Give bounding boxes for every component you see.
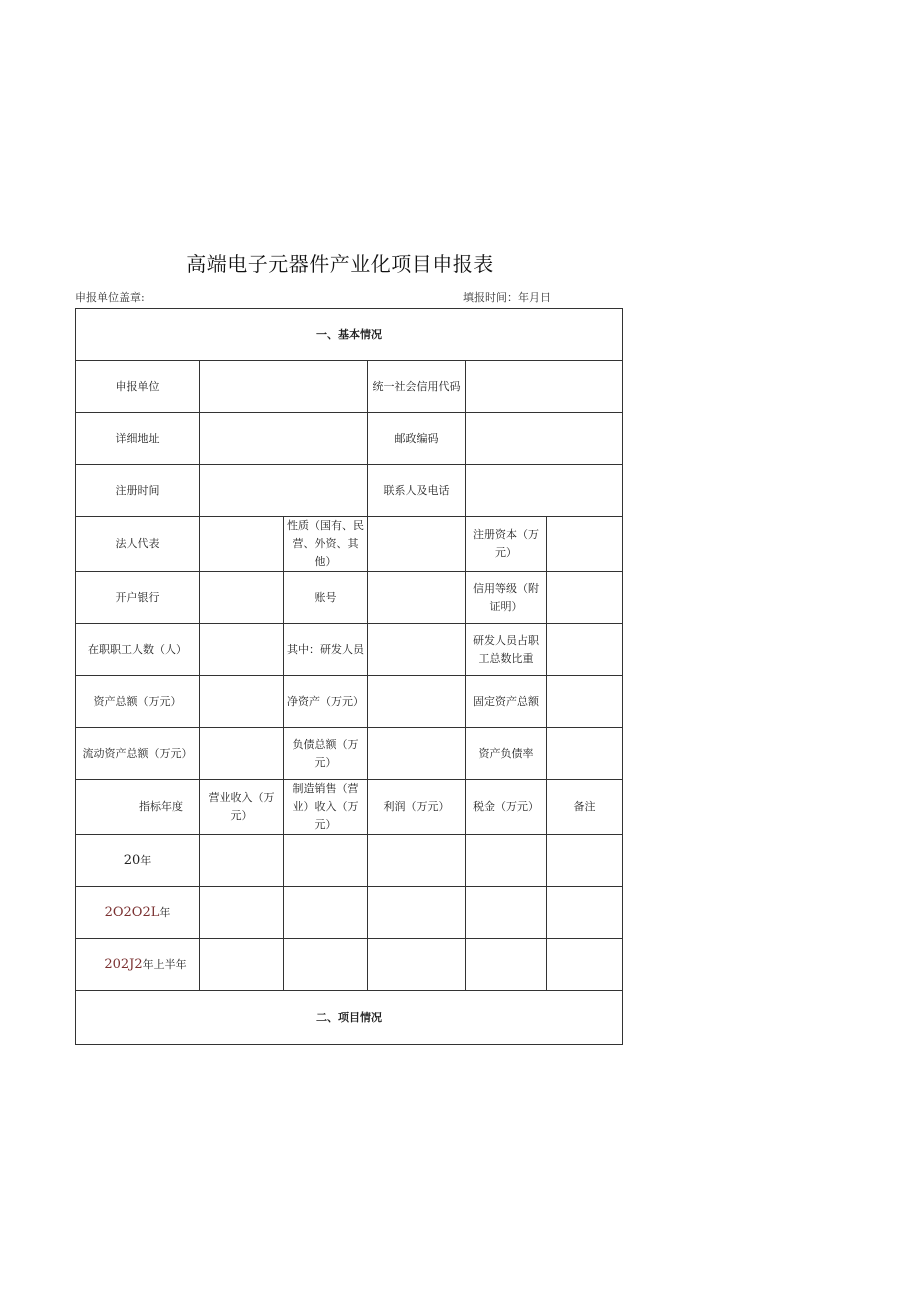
input-rd-ratio[interactable] bbox=[547, 624, 623, 676]
input-cell[interactable] bbox=[466, 887, 547, 939]
input-cell[interactable] bbox=[200, 939, 284, 991]
input-applicant-unit[interactable] bbox=[200, 361, 368, 413]
label-address: 详细地址 bbox=[76, 413, 200, 465]
input-current-assets[interactable] bbox=[200, 728, 284, 780]
year-label: 202J2年上半年 bbox=[76, 939, 200, 991]
label-registration-time: 注册时间 bbox=[76, 465, 200, 517]
input-debt-ratio[interactable] bbox=[547, 728, 623, 780]
input-cell[interactable] bbox=[284, 887, 368, 939]
section-basic-info: 一、基本情况 bbox=[76, 309, 623, 361]
input-address[interactable] bbox=[200, 413, 368, 465]
input-net-assets[interactable] bbox=[368, 676, 466, 728]
input-credit-code[interactable] bbox=[466, 361, 623, 413]
input-total-liabilities[interactable] bbox=[368, 728, 466, 780]
input-cell[interactable] bbox=[547, 835, 623, 887]
input-postal-code[interactable] bbox=[466, 413, 623, 465]
label-rd-ratio: 研发人员占职工总数比重 bbox=[466, 624, 547, 676]
input-cell[interactable] bbox=[368, 887, 466, 939]
header-operating-revenue: 营业收入（万元） bbox=[200, 780, 284, 835]
input-cell[interactable] bbox=[200, 887, 284, 939]
year-label: 2O2O2L年 bbox=[76, 887, 200, 939]
label-contact-phone: 联系人及电话 bbox=[368, 465, 466, 517]
label-current-assets: 流动资产总额（万元） bbox=[76, 728, 200, 780]
input-bank[interactable] bbox=[200, 572, 284, 624]
label-total-liabilities: 负债总额（万元） bbox=[284, 728, 368, 780]
section-project-info: 二、项目情况 bbox=[76, 991, 623, 1045]
label-net-assets: 净资产（万元） bbox=[284, 676, 368, 728]
header-remarks: 备注 bbox=[547, 780, 623, 835]
label-legal-rep: 法人代表 bbox=[76, 517, 200, 572]
application-form-table bbox=[75, 308, 623, 1045]
input-registered-capital[interactable] bbox=[547, 517, 623, 572]
table-row bbox=[76, 939, 623, 991]
label-credit-rating: 信用等级（附证明） bbox=[466, 572, 547, 624]
label-fixed-assets: 固定资产总额 bbox=[466, 676, 547, 728]
input-cell[interactable] bbox=[368, 939, 466, 991]
input-rd-staff[interactable] bbox=[368, 624, 466, 676]
input-cell[interactable] bbox=[547, 887, 623, 939]
label-account: 账号 bbox=[284, 572, 368, 624]
label-debt-ratio: 资产负债率 bbox=[466, 728, 547, 780]
input-cell[interactable] bbox=[368, 835, 466, 887]
input-registration-time[interactable] bbox=[200, 465, 368, 517]
input-cell[interactable] bbox=[466, 939, 547, 991]
label-applicant-unit: 申报单位 bbox=[76, 361, 200, 413]
header-tax: 税金（万元） bbox=[466, 780, 547, 835]
input-cell[interactable] bbox=[284, 835, 368, 887]
input-cell[interactable] bbox=[284, 939, 368, 991]
input-credit-rating[interactable] bbox=[547, 572, 623, 624]
table-row bbox=[76, 887, 623, 939]
label-registered-capital: 注册资本（万元） bbox=[466, 517, 547, 572]
label-bank: 开户银行 bbox=[76, 572, 200, 624]
input-legal-rep[interactable] bbox=[200, 517, 284, 572]
input-account[interactable] bbox=[368, 572, 466, 624]
input-cell[interactable] bbox=[547, 939, 623, 991]
input-employees[interactable] bbox=[200, 624, 284, 676]
label-total-assets: 资产总额（万元） bbox=[76, 676, 200, 728]
input-contact-phone[interactable] bbox=[466, 465, 623, 517]
label-nature: 性质（国有、民营、外资、其他） bbox=[284, 517, 368, 572]
input-cell[interactable] bbox=[466, 835, 547, 887]
year-label: 20年 bbox=[76, 835, 200, 887]
label-credit-code: 统一社会信用代码 bbox=[368, 361, 466, 413]
label-postal-code: 邮政编码 bbox=[368, 413, 466, 465]
header-indicator-year: 指标年度 bbox=[76, 780, 200, 835]
fill-date-label: 填报时间：年月日 bbox=[463, 291, 551, 304]
form-title: 高端电子元器件产业化项目申报表 bbox=[186, 252, 494, 276]
label-rd-staff: 其中：研发人员 bbox=[284, 624, 368, 676]
input-nature[interactable] bbox=[368, 517, 466, 572]
header-manufacturing-sales: 制造销售（营业）收入（万元） bbox=[284, 780, 368, 835]
input-cell[interactable] bbox=[200, 835, 284, 887]
applicant-seal-label: 申报单位盖章: bbox=[75, 291, 145, 304]
table-row bbox=[76, 835, 623, 887]
input-total-assets[interactable] bbox=[200, 676, 284, 728]
header-profit: 利润（万元） bbox=[368, 780, 466, 835]
input-fixed-assets[interactable] bbox=[547, 676, 623, 728]
label-employees: 在职职工人数（人） bbox=[76, 624, 200, 676]
